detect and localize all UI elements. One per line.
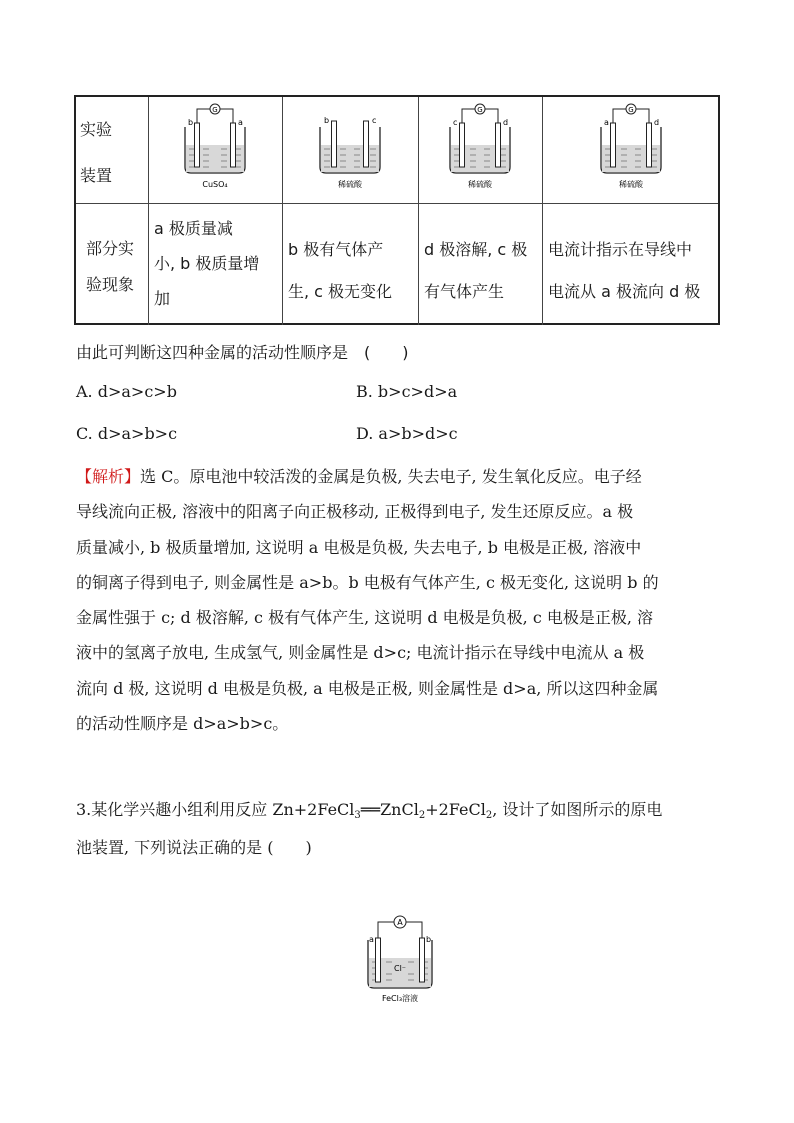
analysis-line-2: 导线流向正极, 溶液中的阳离子向正极移动, 正极得到电子, 发生还原反应。a 极 <box>76 502 634 522</box>
electrode-label-3-left: c <box>453 118 458 127</box>
observation-2-line-1: b 极有气体产 <box>288 240 384 259</box>
galvanic-cell-diagram-2 <box>310 103 390 193</box>
question-3-line-2: 池装置, 下列说法正确的是 ( ) <box>76 838 312 857</box>
analysis-line-6: 液中的氢离子放电, 生成氢气, 则金属性是 d>c; 电流计指示在导线中电流从 a 极 <box>76 643 645 663</box>
question-3-line-1 <box>76 797 662 820</box>
observation-3-line-2: 有气体产生 <box>424 282 505 301</box>
observation-cell-4 <box>542 203 720 325</box>
analysis-line-1-text: 选 C。原电池中较活泼的金属是负极, 失去电子, 发生氧化反应。电子经 <box>140 467 642 486</box>
question-3-text-b: ══ZnCl <box>360 800 419 819</box>
header-observation-line-2: 验现象 <box>86 275 135 294</box>
electrode-label-2-left: b <box>324 116 330 125</box>
ammeter-label: A <box>397 918 403 927</box>
apparatus-cell-2 <box>282 97 418 203</box>
question-3-sub-3: 2 <box>485 810 493 821</box>
ion-label: Cl⁻ <box>393 964 407 973</box>
analysis-line-3: 质量减小, b 极质量增加, 这说明 a 电极是负极, 失去电子, b 电极是正极, 溶液中 <box>76 537 642 557</box>
analysis-block <box>76 459 722 741</box>
apparatus-cell-4 <box>542 97 720 203</box>
observation-1-line-1: a 极质量减 <box>154 219 233 238</box>
option-b[interactable]: B. b>c>d>a <box>356 382 458 401</box>
analysis-line-7: 流向 d 极, 这说明 d 电极是负极, a 电极是正极, 则金属性是 d>a, 所以这四种金属 <box>76 678 659 698</box>
question-2-stem: 由此可判断这四种金属的活动性顺序是 ( ) <box>76 343 409 362</box>
electrode-label-1-right: a <box>238 118 243 127</box>
header-observation-line-1: 部分实 <box>86 239 135 258</box>
header-setup-line-2: 装置 <box>80 166 113 185</box>
observation-2-line-2: 生, c 极无变化 <box>288 282 393 301</box>
question-3-sub-1: 3 <box>354 810 361 821</box>
analysis-line-4: 的铜离子得到电子, 则金属性是 a>b。b 电极有气体产生, c 极无变化, 这说明 b 的 <box>76 572 659 592</box>
solution-label-q3: FeCl₃溶液 <box>381 994 419 1003</box>
experiment-table <box>74 95 720 325</box>
electrode-label-4-left: a <box>604 118 609 127</box>
question-3-text-d: , 设计了如图所示的原电 <box>492 800 663 819</box>
solution-label-4: 稀硫酸 <box>619 180 643 189</box>
question-3-text-c: +2FeCl <box>425 800 486 819</box>
observation-1-line-3: 加 <box>154 289 171 308</box>
meter-label-4: G <box>628 106 634 114</box>
table-header-observation <box>76 203 148 325</box>
observation-4-line-1: 电流计指示在导线中 <box>548 240 693 259</box>
electrode-label-4-right: d <box>654 118 660 127</box>
observation-cell-2 <box>282 203 418 325</box>
electrode-label-3-right: d <box>503 118 509 127</box>
option-d[interactable]: D. a>b>d>c <box>356 424 458 443</box>
electrode-label-q3-left: a <box>369 935 374 944</box>
table-row-observations <box>76 203 718 325</box>
galvanic-cell-diagram-1 <box>175 103 255 193</box>
apparatus-cell-1 <box>148 97 282 203</box>
question-3-number: 3. <box>76 800 92 819</box>
observation-4-line-2: 电流从 a 极流向 d 极 <box>548 282 701 301</box>
observation-cell-1 <box>148 203 282 325</box>
galvanic-cell-diagram-3 <box>440 103 520 193</box>
galvanic-cell-diagram-4 <box>591 103 671 193</box>
analysis-line-8: 的活动性顺序是 d>a>b>c。 <box>76 714 289 734</box>
meter-label-1: G <box>212 106 218 114</box>
observation-1-line-2: 小, b 极质量增 <box>154 254 260 273</box>
observation-cell-3 <box>418 203 542 325</box>
question-3-text-a: 某化学兴趣小组利用反应 Zn+2FeCl <box>91 800 355 819</box>
electrode-label-1-left: b <box>188 118 194 127</box>
electrode-label-2-right: c <box>372 116 377 125</box>
solution-label-1: CuSO₄ <box>202 180 228 189</box>
solution-label-2: 稀硫酸 <box>338 180 362 189</box>
solution-label-3: 稀硫酸 <box>468 180 492 189</box>
analysis-tag: 【解析】 <box>76 467 141 486</box>
option-c[interactable]: C. d>a>b>c <box>76 424 178 443</box>
table-row-apparatus <box>76 97 718 204</box>
option-a[interactable]: A. d>a>c>b <box>76 382 177 401</box>
header-setup-line-1: 实验 <box>80 120 113 139</box>
analysis-line-5: 金属性强于 c; d 极溶解, c 极有气体产生, 这说明 d 电极是负极, c 电极是正极, 溶 <box>76 608 654 628</box>
table-header-setup <box>76 97 148 203</box>
electrode-label-q3-right: b <box>426 935 432 944</box>
observation-3-line-1: d 极溶解, c 极 <box>424 240 528 259</box>
question-3-sub-2: 2 <box>418 810 426 821</box>
analysis-line-1 <box>76 459 722 494</box>
apparatus-cell-3 <box>418 97 542 203</box>
question-3-cell-diagram <box>360 912 440 1008</box>
meter-label-3: G <box>477 106 483 114</box>
